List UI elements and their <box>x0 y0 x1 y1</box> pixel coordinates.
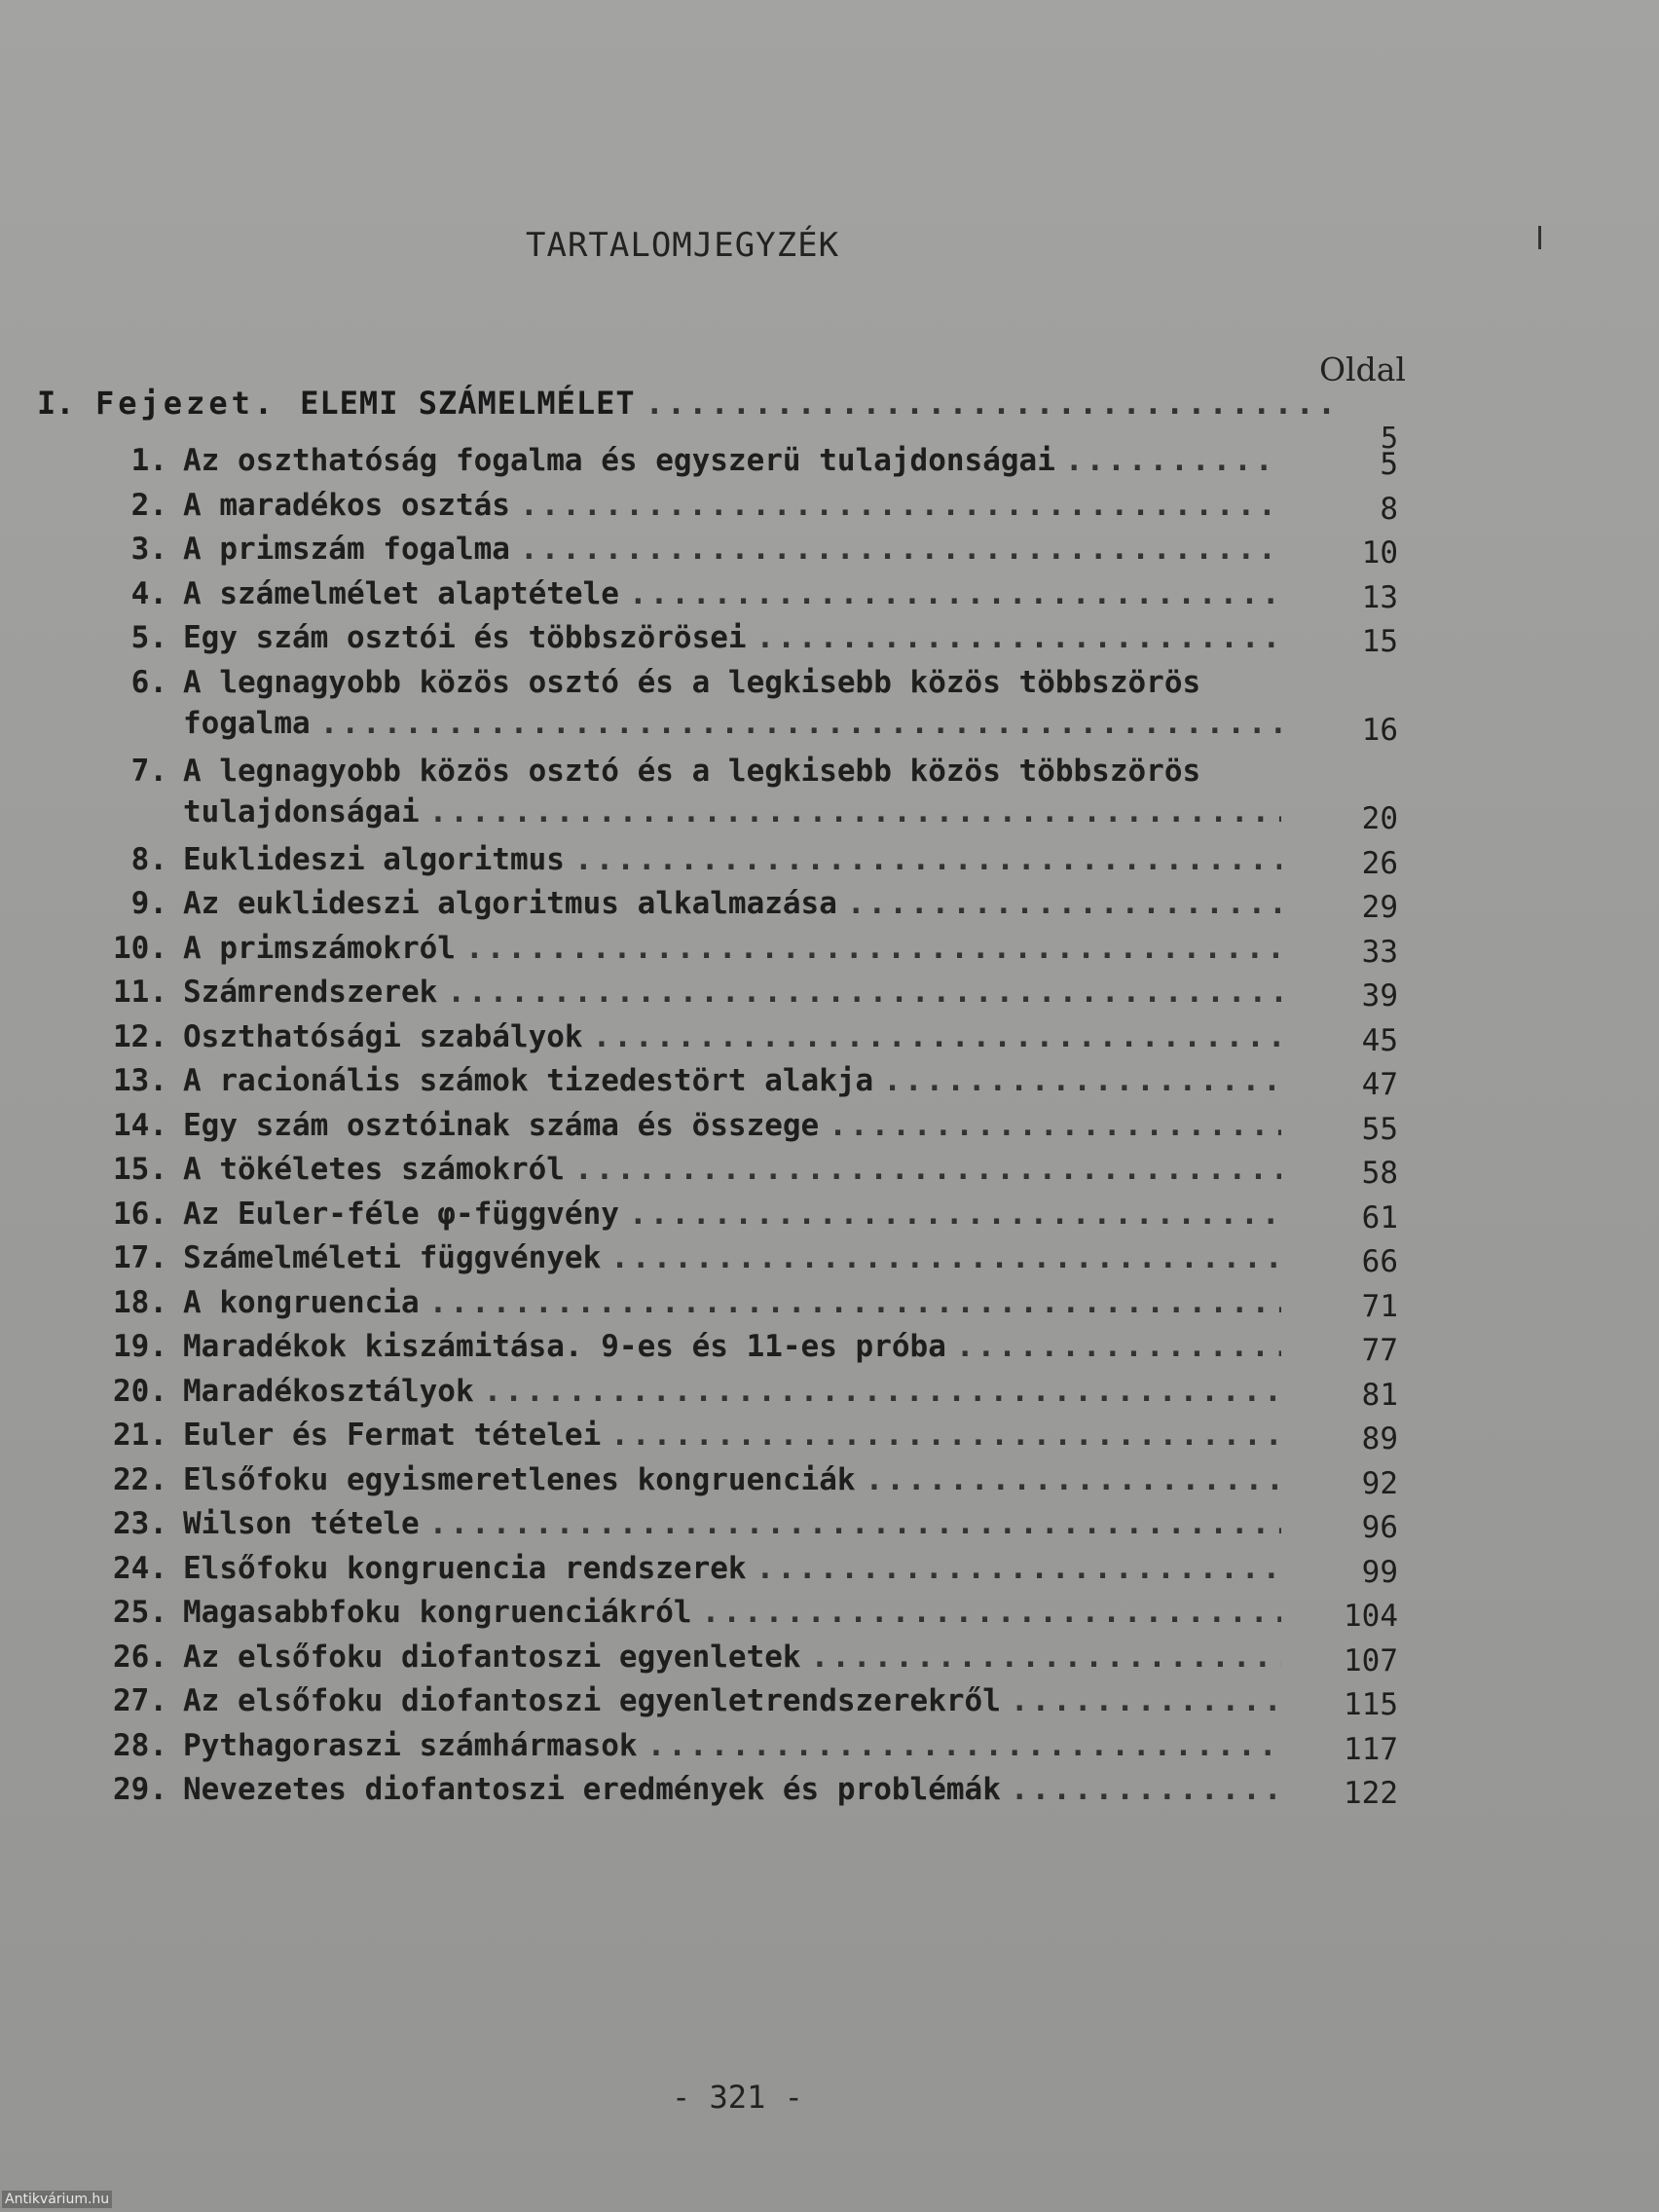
entry-number: 18. <box>113 1284 167 1320</box>
leader-dots <box>756 617 1281 658</box>
entry-page-number: 99 <box>1361 1554 1398 1590</box>
entry-title: tulajdonságai <box>183 793 420 830</box>
entry-page-number: 115 <box>1344 1687 1398 1722</box>
leader-dots <box>866 1459 1281 1500</box>
entry-title: Euler és Fermat tételei <box>183 1418 602 1453</box>
entry-number: 21. <box>113 1418 167 1453</box>
entry-title: Számelméleti függvények <box>183 1240 602 1275</box>
entry-page-number: 107 <box>1344 1642 1398 1678</box>
entry-title: Nevezetes diofantoszi eredmények és problémák <box>183 1772 1001 1807</box>
leader-dots <box>520 529 1281 570</box>
entry-number: 16. <box>113 1196 167 1232</box>
entry-page-number: 29 <box>1361 890 1398 925</box>
leader-dots <box>645 385 1332 422</box>
leader-dots <box>429 1503 1281 1544</box>
toc-entry <box>97 573 1398 618</box>
toc-entry <box>97 972 1398 1016</box>
toc-entry <box>97 1194 1398 1238</box>
entry-page-number: 117 <box>1344 1731 1398 1767</box>
entry-page-number: 89 <box>1361 1421 1398 1456</box>
entry-title: Egy szám osztói és többszörösei <box>183 620 747 655</box>
entry-title: Maradékosztályok <box>183 1373 474 1409</box>
leader-dots <box>1011 1680 1281 1721</box>
toc-entry <box>97 529 1398 573</box>
entry-number: 6. <box>130 664 167 700</box>
chapter-title: ELEMI SZÁMELMÉLET <box>300 385 636 422</box>
toc-entry <box>97 1060 1398 1105</box>
entry-number: 3. <box>130 532 167 567</box>
entry-number: 29. <box>113 1772 167 1807</box>
chapter-page-number: 5 <box>1380 422 1398 456</box>
entry-page-number: 122 <box>1344 1776 1398 1811</box>
entry-title: Egy szám osztóinak száma és összege <box>183 1107 820 1143</box>
entry-title: A primszámokról <box>183 930 456 966</box>
leader-dots <box>702 1592 1281 1633</box>
leader-dots <box>647 1725 1281 1766</box>
entry-number: 23. <box>113 1506 167 1541</box>
entry-title: Euklideszi algoritmus <box>183 841 565 877</box>
entry-page-number: 55 <box>1361 1111 1398 1147</box>
leader-dots <box>829 1105 1281 1146</box>
page-number-footer: - 321 - <box>672 2079 803 2116</box>
entry-title: A legnagyobb közös osztó és a legkisebb közös többszörös <box>183 664 1201 700</box>
entry-number: 14. <box>113 1107 167 1143</box>
toc-entry <box>97 617 1398 662</box>
margin-mark <box>1538 226 1541 249</box>
entry-title: Elsőfoku kongruencia rendszerek <box>183 1550 747 1586</box>
entry-number: 17. <box>113 1240 167 1275</box>
entry-title: A kongruencia <box>183 1284 420 1320</box>
entry-title: Az Euler-féle φ-függvény <box>183 1196 619 1232</box>
entry-page-number: 10 <box>1361 535 1398 571</box>
toc-entry <box>97 1371 1398 1416</box>
entry-page-number: 33 <box>1361 934 1398 970</box>
toc-entry <box>97 1149 1398 1194</box>
toc-entry <box>97 1680 1398 1725</box>
entry-page-number: 16 <box>1361 713 1398 748</box>
entry-title: Wilson tétele <box>183 1506 420 1541</box>
entry-page-number: 96 <box>1361 1510 1398 1545</box>
entry-number: 1. <box>130 443 167 478</box>
leader-dots <box>574 839 1281 880</box>
entry-number: 13. <box>113 1063 167 1098</box>
entry-number: 12. <box>113 1018 167 1054</box>
entry-page-number: 20 <box>1361 801 1398 836</box>
entry-page-number: 81 <box>1361 1377 1398 1413</box>
entry-title: Számrendszerek <box>183 975 438 1010</box>
watermark: Antikvárium.hu <box>2 2191 112 2208</box>
leader-dots <box>465 928 1281 969</box>
chapter-heading <box>37 385 1410 422</box>
entry-number: 5. <box>130 620 167 655</box>
entry-number: 20. <box>113 1373 167 1409</box>
leader-dots <box>756 1548 1281 1589</box>
toc-entry <box>97 1503 1398 1548</box>
entry-page-number: 5 <box>1380 447 1398 482</box>
toc-entry <box>97 1725 1398 1770</box>
leader-dots <box>1065 440 1281 481</box>
leader-dots <box>574 1149 1281 1190</box>
entry-page-number: 104 <box>1344 1599 1398 1634</box>
entry-title: Az oszthatóság fogalma és egyszerü tulajdonságai <box>183 443 1055 478</box>
entry-title: A maradékos osztás <box>183 487 510 523</box>
toc-entry <box>97 1769 1398 1814</box>
toc-entry <box>97 440 1398 485</box>
entry-number: 28. <box>113 1727 167 1763</box>
entry-title: Maradékok kiszámitása. 9-es és 11-es próba <box>183 1329 946 1364</box>
leader-dots <box>883 1060 1281 1101</box>
page-column-header: Oldal <box>1319 350 1406 388</box>
leader-dots <box>629 1194 1281 1235</box>
entry-number: 9. <box>130 886 167 921</box>
entry-title: Magasabbfoku kongruenciákról <box>183 1595 692 1630</box>
entry-title: Az euklideszi algoritmus alkalmazása <box>183 886 837 921</box>
entry-page-number: 39 <box>1361 978 1398 1014</box>
toc-entry <box>97 839 1398 884</box>
leader-dots <box>610 1415 1281 1456</box>
entry-number: 27. <box>113 1683 167 1718</box>
entry-page-number: 45 <box>1361 1022 1398 1058</box>
leader-dots <box>447 972 1281 1013</box>
leader-dots <box>429 792 1281 832</box>
chapter-number: I. <box>37 385 75 422</box>
entry-page-number: 61 <box>1361 1199 1398 1235</box>
entry-title: A számelmélet alaptétele <box>183 575 619 611</box>
entry-number: 2. <box>130 487 167 523</box>
entry-title: Az elsőfoku diofantoszi egyenletrendszerekről <box>183 1683 1001 1718</box>
entry-page-number: 13 <box>1361 579 1398 615</box>
entry-page-number: 47 <box>1361 1067 1398 1102</box>
chapter-label: Fejezet. <box>95 385 277 422</box>
entry-title: A primszám fogalma <box>183 532 510 567</box>
entry-number: 7. <box>130 753 167 789</box>
leader-dots <box>520 485 1281 526</box>
entry-number: 24. <box>113 1550 167 1586</box>
entry-number: 11. <box>113 975 167 1010</box>
toc-entry <box>97 662 1398 751</box>
toc-entry <box>97 1459 1398 1504</box>
leader-dots <box>847 883 1281 924</box>
entry-page-number: 8 <box>1380 491 1398 527</box>
entry-page-number: 26 <box>1361 845 1398 881</box>
entry-page-number: 71 <box>1361 1288 1398 1324</box>
leader-dots <box>320 703 1281 744</box>
entry-page-number: 15 <box>1361 624 1398 659</box>
toc-entry <box>97 1282 1398 1327</box>
toc-entry <box>97 1592 1398 1637</box>
toc-entry <box>97 1548 1398 1593</box>
toc-entry <box>97 485 1398 530</box>
entry-title: A racionális számok tizedestört alakja <box>183 1063 874 1098</box>
entry-number: 19. <box>113 1329 167 1364</box>
leader-dots <box>1011 1769 1281 1810</box>
leader-dots <box>429 1282 1281 1323</box>
entry-title: A legnagyobb közös osztó és a legkisebb közös többszörös <box>183 753 1201 789</box>
leader-dots <box>629 573 1281 614</box>
entry-number: 25. <box>113 1595 167 1630</box>
leader-dots <box>956 1326 1281 1367</box>
toc-entry <box>97 928 1398 973</box>
leader-dots <box>593 1016 1281 1057</box>
entry-page-number: 92 <box>1361 1465 1398 1501</box>
entry-number: 22. <box>113 1461 167 1497</box>
entry-title: Elsőfoku egyismeretlenes kongruenciák <box>183 1461 856 1497</box>
entry-page-number: 66 <box>1361 1244 1398 1279</box>
entry-title: Az elsőfoku diofantoszi egyenletek <box>183 1639 801 1675</box>
entry-title: A tökéletes számokról <box>183 1152 565 1187</box>
entry-page-number: 58 <box>1361 1156 1398 1191</box>
entry-page-number: 77 <box>1361 1333 1398 1368</box>
toc-entry <box>97 1016 1398 1061</box>
toc-entry <box>97 1326 1398 1371</box>
toc-entry <box>97 1105 1398 1150</box>
toc-entry <box>97 883 1398 928</box>
entry-number: 10. <box>113 930 167 966</box>
entry-number: 15. <box>113 1152 167 1187</box>
toc-entry <box>97 751 1398 839</box>
entry-number: 8. <box>130 841 167 877</box>
entry-number: 26. <box>113 1639 167 1675</box>
toc-entry <box>97 1237 1398 1282</box>
entry-title: fogalma <box>183 705 311 741</box>
toc-entry <box>97 1415 1398 1459</box>
page-title: TARTALOMJEGYZÉK <box>526 226 840 265</box>
toc-entry <box>97 1637 1398 1681</box>
entry-number: 4. <box>130 575 167 611</box>
entry-title: Oszthatósági szabályok <box>183 1018 583 1054</box>
leader-dots <box>811 1637 1281 1677</box>
leader-dots <box>610 1237 1281 1278</box>
leader-dots <box>484 1371 1281 1412</box>
entry-title: Pythagoraszi számhármasok <box>183 1727 638 1763</box>
